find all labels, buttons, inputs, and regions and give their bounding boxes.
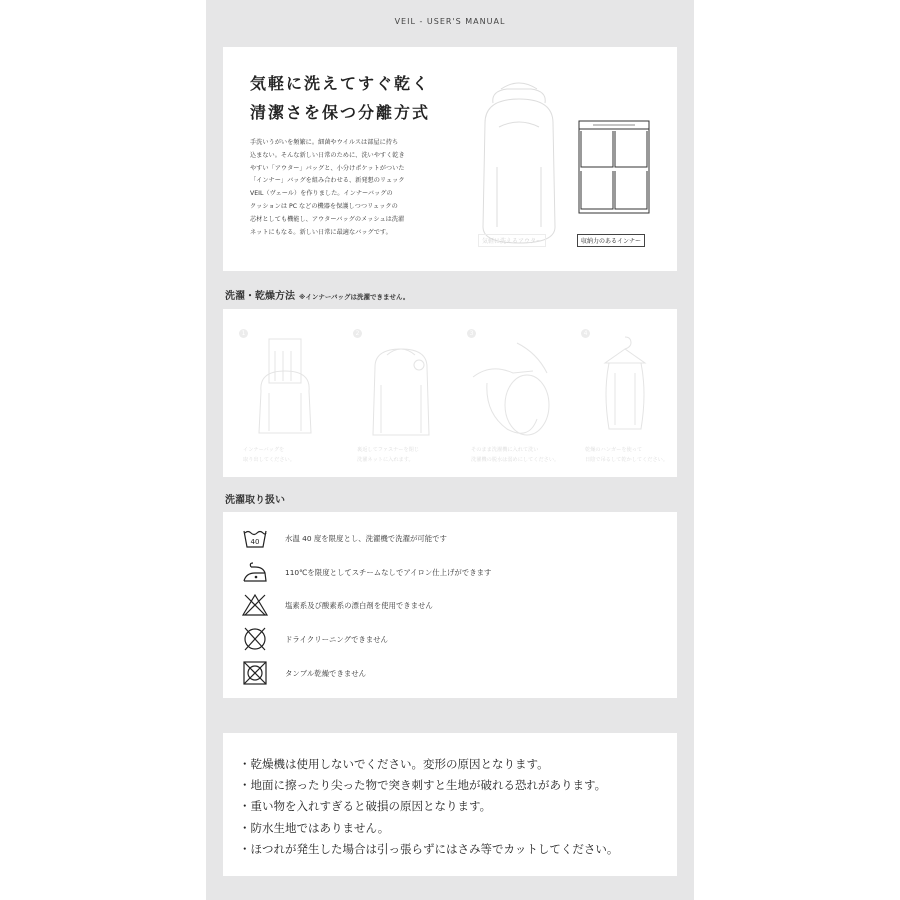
wash-temp-label: 40 (250, 538, 260, 546)
headline-line-2: 清潔さを保つ分離方式 (250, 103, 431, 122)
intro-body-line: クッションは PC などの機器を保護しつつリュックの (250, 202, 398, 210)
step-caption (357, 445, 419, 465)
step-caption (585, 445, 668, 465)
intro-body-line: やすい「アウター」バッグと、小分けポケットがついた (250, 164, 405, 172)
washing-title-text: 洗濯・乾燥方法 (225, 291, 295, 302)
care-row (241, 626, 661, 652)
care-section-title: 洗濯取り扱い (225, 495, 285, 506)
care-card (223, 512, 677, 698)
step-caption (471, 445, 559, 465)
care-row (241, 525, 661, 551)
step-caption-line: 裏返してファスナーを閉じ (357, 447, 420, 453)
intro-body-line: 「インナー」バッグを組み合わせる、新発想のリュック (250, 177, 405, 185)
note-line: ・ほつれが発生した場合は引っ張らずにはさみ等でカットしてください。 (239, 842, 619, 856)
no-dry-clean-icon (241, 626, 269, 652)
headline-line-1: 気軽に洗えてすぐ乾く (250, 74, 431, 93)
step-caption-line: 乾燥のハンガーを使って (585, 447, 643, 453)
no-tumble-dry-icon (241, 660, 269, 686)
washing-step (451, 309, 561, 477)
intro-body-line: 込まない。そんな新しい日常のために、洗いやすく乾き (250, 151, 405, 159)
manual-page (206, 0, 694, 900)
step-caption-line: 洗濯ネットに入れます。 (357, 457, 414, 463)
care-text: ドライクリーニングできません (285, 635, 388, 644)
notes-card (223, 733, 677, 876)
intro-body-line: ネットにもなる。新しい日常に最適なバッグです。 (250, 228, 392, 236)
washing-steps-card (223, 309, 677, 477)
washing-step (337, 309, 447, 477)
care-text: タンブル乾燥できません (285, 669, 367, 678)
outer-backpack-illustration (471, 77, 567, 249)
care-row (241, 660, 661, 686)
note-line: ・防水生地ではありません。 (239, 821, 390, 835)
remove-inner-bag-illustration (245, 331, 325, 441)
intro-body-line: VEIL（ヴェール）を作りました。インナーバッグの (250, 190, 393, 198)
step-caption (243, 445, 295, 465)
care-text: 110℃を限度としてスチームなしでアイロン仕上げができます (285, 568, 492, 577)
inner-bag-label: 収納力のあるインナー (577, 234, 645, 247)
step-number: 4 (581, 329, 590, 338)
step-caption-line: インナーバッグを (243, 447, 285, 453)
step-number: 1 (239, 329, 248, 338)
care-text: 水温 40 度を限度とし、洗濯機で洗濯が可能です (285, 534, 447, 543)
care-row (241, 559, 661, 585)
washing-note: ※インナーバッグは洗濯できません。 (299, 293, 410, 301)
no-bleach-icon (241, 592, 269, 618)
care-text: 塩素系及び酸素系の漂白剤を使用できません (285, 601, 433, 610)
step-caption-line: 取り出してください。 (243, 457, 295, 463)
manual-header: VEIL - USER'S MANUAL (394, 17, 506, 26)
washing-section-title (225, 287, 409, 302)
wash-40-icon (241, 525, 269, 551)
step-number: 3 (467, 329, 476, 338)
washing-step (565, 309, 675, 477)
outer-bag-label: 気軽に洗えるアウター (478, 234, 546, 247)
intro-body (250, 137, 498, 239)
iron-low-icon (241, 559, 269, 585)
step-caption-line: 日陰で吊るして乾かしてください。 (585, 457, 669, 463)
step-caption-line: 洗濯機の脱水は弱めにしてください。 (471, 457, 560, 463)
step-caption-line: そのまま洗濯機に入れて洗い (471, 447, 539, 453)
machine-wash-illustration (467, 333, 559, 445)
close-zipper-illustration (361, 335, 441, 445)
note-line: ・地面に擦ったり尖った物で突き刺すと生地が破れる恐れがあります。 (239, 778, 607, 792)
intro-body-line: 手洗いうがいを頻繁に。細菌やウイルスは部屋に持ち (250, 139, 399, 146)
intro-body-line: 芯材としても機能し、アウターバッグのメッシュは洗濯 (250, 215, 405, 223)
note-line: ・乾燥機は使用しないでください。変形の原因となります。 (239, 757, 549, 771)
hang-dry-illustration (585, 333, 665, 445)
note-line: ・重い物を入れすぎると破損の原因となります。 (239, 799, 492, 813)
intro-card (223, 47, 677, 271)
inner-bag-illustration (573, 117, 655, 219)
step-number: 2 (353, 329, 362, 338)
washing-step (223, 309, 333, 477)
care-row (241, 592, 661, 618)
